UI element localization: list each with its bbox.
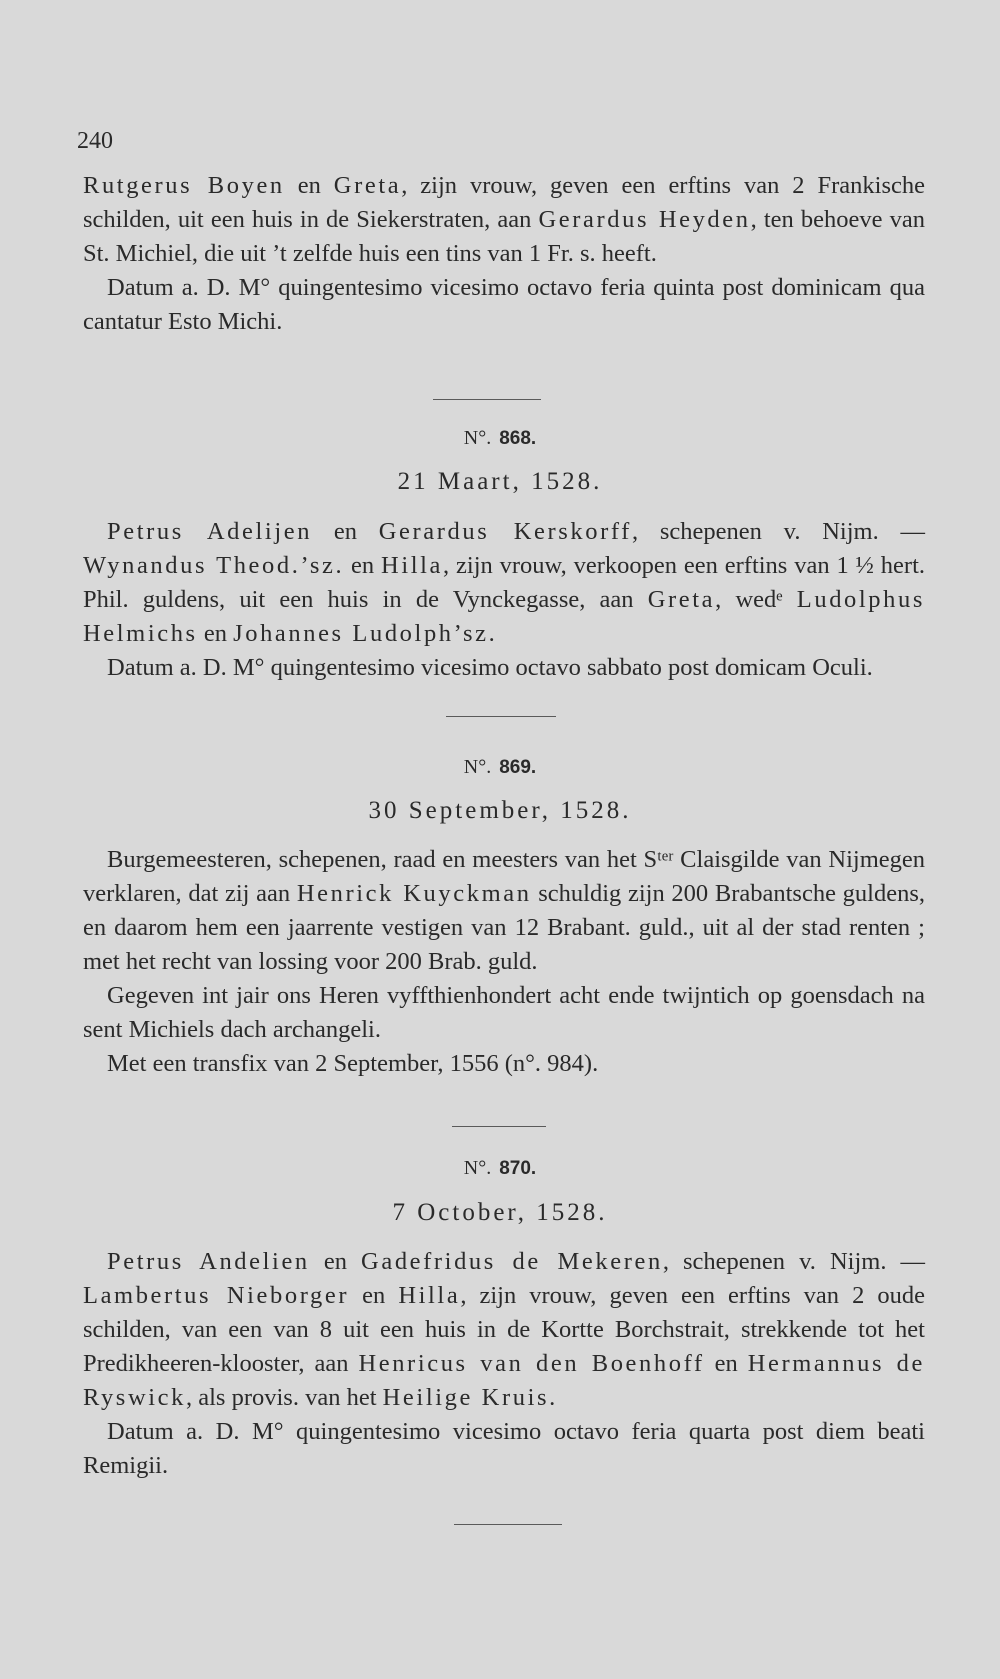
person-name: Hermannus de Ryswick [83, 1350, 925, 1411]
person-name: Gadefridus de Mekeren [361, 1248, 663, 1275]
transfix-line: Met een transfix van 2 September, 1556 (n°. 984). [107, 1050, 599, 1077]
text-run: en [312, 518, 379, 545]
text-run: schuldig zijn 200 Brabantsche guldens, en daarom hem een jaarrente vestigen van 12 Brabant. guld., uit al der stad renten ; met het recht van lossing voor 200 Brab. guld. [83, 880, 925, 975]
entry-number-869: N°. 869. [463, 756, 537, 778]
person-name: Rutgerus Boyen [83, 172, 285, 199]
person-name: Wynandus Theod.’sz. [83, 552, 345, 579]
person-name: Greta [333, 172, 402, 199]
datum-line: Datum a. D. M° quingentesimo vicesimo octavo feria quinta post dominicam qua cantatur Esto Michi. [83, 274, 925, 335]
entry-date-868: 21 Maart, 1528. [397, 468, 603, 495]
person-name: Gerardus Heyden [538, 206, 751, 233]
person-name: Ludolphus Helmichs [83, 586, 925, 647]
text-run: , zijn vrouw, verkoopen een erftins van 1 ½ hert. Phil. guldens, uit een huis in de Vynckegasse, aan [83, 552, 926, 613]
person-name: Lambertus Nieborger [83, 1282, 350, 1309]
entry-text [83, 515, 925, 651]
text-run: , wedᵉ [715, 586, 797, 613]
datum-line: Datum a. D. M° quingentesimo vicesimo octavo sabbato post domicam Oculi. [107, 654, 873, 681]
entry-text [83, 1245, 925, 1415]
person-name: Hilla [398, 1282, 461, 1309]
text-run: en [197, 620, 234, 647]
entry-868 [83, 515, 925, 685]
datum-line: Datum a. D. M° quingentesimo vicesimo octavo feria quarta post diem beati Remigii. [83, 1418, 925, 1479]
entry-867 [83, 169, 925, 339]
separator-rule [433, 399, 541, 400]
text-run: en [344, 552, 382, 579]
separator-rule [454, 1524, 562, 1525]
person-name: Henrick Kuyckman [296, 880, 532, 907]
entry-number-870: N°. 870. [463, 1157, 537, 1179]
person-name: Johannes Ludolph’sz. [233, 620, 498, 647]
person-name: Henricus van den Boenhoff [358, 1350, 705, 1377]
entry-date-869: 30 September, 1528. [368, 797, 632, 824]
text-run: , schepenen v. Nijm. — [662, 1248, 926, 1275]
entry-date-870: 7 October, 1528. [392, 1199, 608, 1226]
person-name: Petrus Andelien [107, 1248, 310, 1275]
text-run: , zijn vrouw, geven een erftins van 2 Frankische schilden, uit een huis in de Siekerstraten, aan [83, 172, 925, 233]
text-run: , ten behoeve van St. Michiel, die uit ’t zelfde huis een tins van 1 Fr. s. heeft. [83, 206, 925, 267]
person-name: Hilla [381, 552, 444, 579]
text-run: , als provis. van het [185, 1384, 383, 1411]
text-run: Burgemeesteren, schepenen, raad en meesters van het Sᵗᵉʳ Claisgilde van Nijmegen verklaren, dat zij aan [83, 846, 925, 907]
person-name: Petrus Adelijen [107, 518, 313, 545]
text-run: en [309, 1248, 362, 1275]
entry-text [83, 169, 925, 271]
entry-869 [83, 843, 925, 1081]
text-run: en [704, 1350, 748, 1377]
person-name: Gerardus Kerskorff [378, 518, 632, 545]
person-name: Greta [647, 586, 716, 613]
dating-line: Gegeven int jair ons Heren vyffthienhondert acht ende twijntich op goensdach na sent Michiels dach archangeli. [83, 982, 925, 1043]
separator-rule [446, 716, 556, 717]
person-name: Heilige Kruis. [382, 1384, 558, 1411]
page-number: 240 [77, 128, 113, 154]
entry-870 [83, 1245, 925, 1483]
text-run: en [349, 1282, 399, 1309]
text-run: , schepenen v. Nijm. — [631, 518, 926, 545]
text-run: en [284, 172, 334, 199]
entry-number-868: N°. 868. [463, 427, 537, 449]
entry-text [83, 843, 925, 979]
separator-rule [452, 1126, 546, 1127]
text-run: , zijn vrouw, geven een erftins van 2 oude schilden, van een van 8 uit een huis in de Kortte Borchstrait, strekkende tot het Predikheeren-klooster, aan [83, 1282, 925, 1377]
